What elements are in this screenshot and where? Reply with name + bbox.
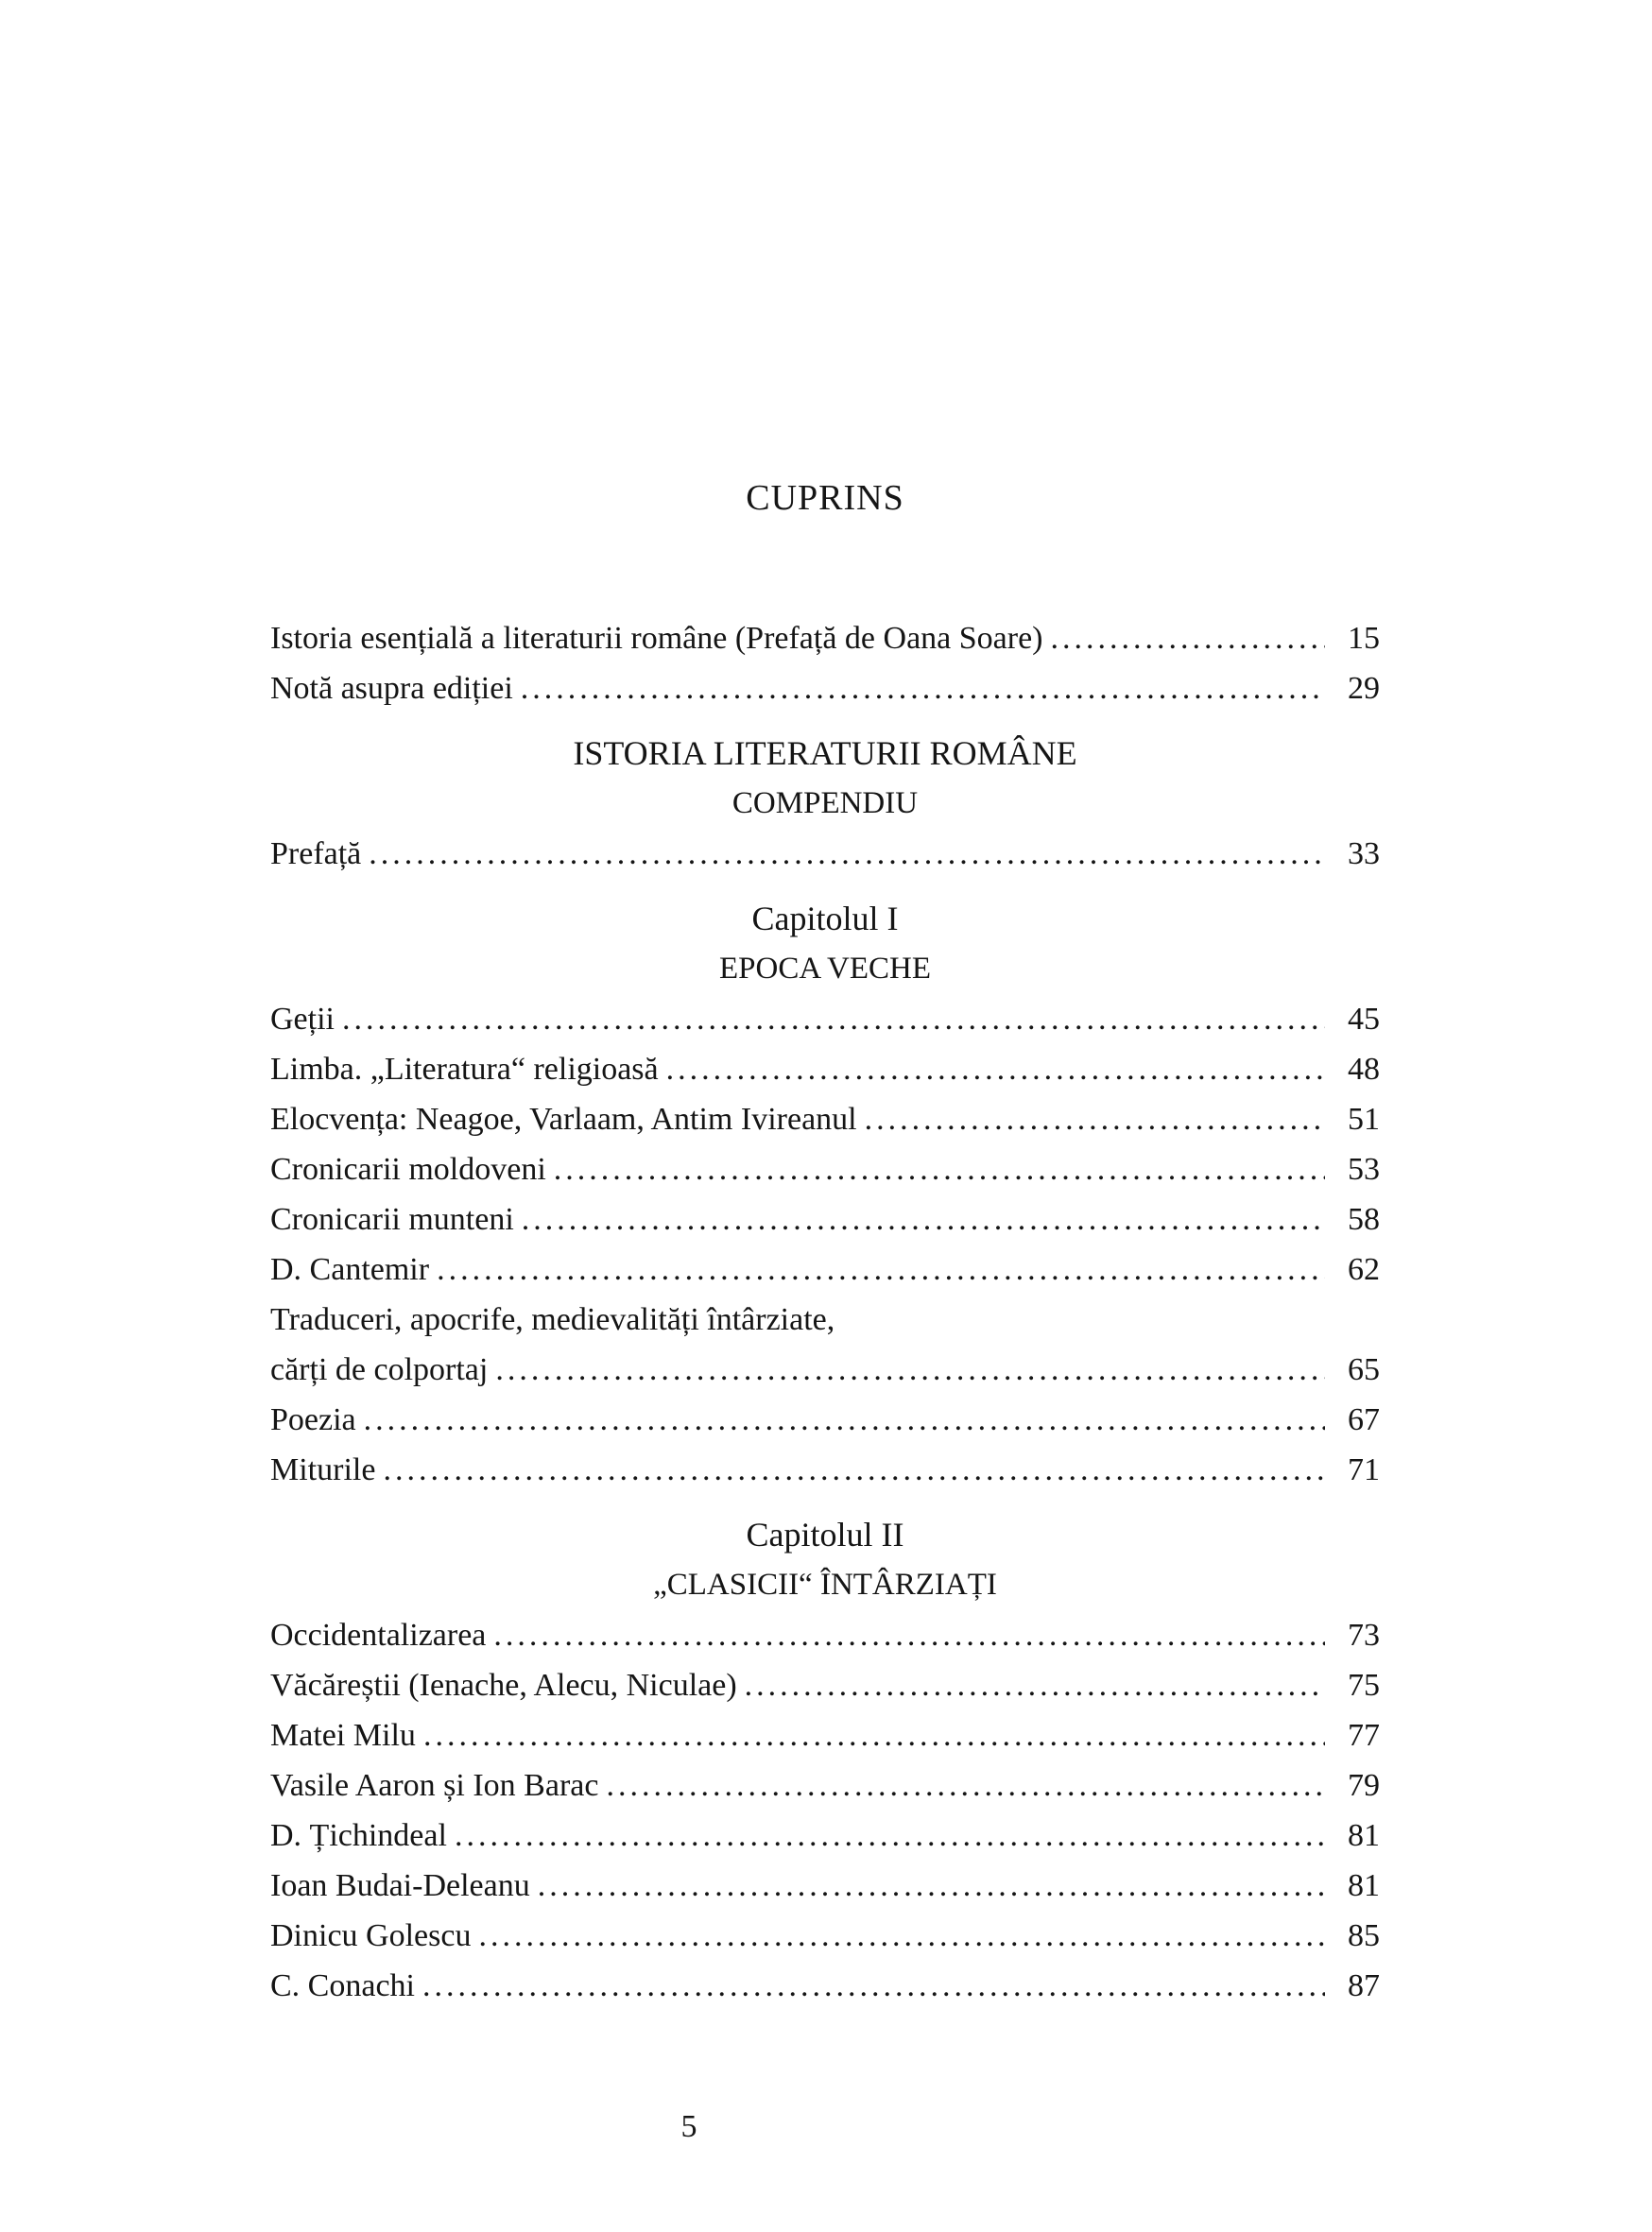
dot-leader-icon: [342, 994, 1325, 1044]
dot-leader-icon: [666, 1044, 1325, 1094]
toc-entry-title: D. Cantemir: [270, 1252, 430, 1287]
toc-subheading: „CLASICII“ ÎNTÂRZIAȚI: [653, 1568, 997, 1602]
toc-entry-line1: [270, 1295, 1380, 1345]
toc-entry-page: 58: [1348, 1202, 1380, 1237]
toc-entry-title: D. Țichindeal: [270, 1818, 447, 1853]
toc-entry-title: Matei Milu: [270, 1718, 416, 1753]
toc-entry: [270, 1144, 1380, 1194]
toc-title: CUPRINS: [746, 478, 904, 518]
toc-entry: [270, 1760, 1380, 1811]
dot-leader-icon: [364, 1395, 1325, 1445]
toc-entry-title: Traduceri, apocrife, medievalități întârziate,: [270, 1302, 835, 1337]
toc-entry-page: 67: [1348, 1402, 1380, 1437]
toc-entry-page: 62: [1348, 1252, 1380, 1287]
toc-entry: [270, 613, 1380, 663]
toc-entry-title: C. Conachi: [270, 1968, 415, 2003]
toc-entry-title: Geții: [270, 1002, 335, 1037]
toc-entry-title: cărți de colportaj: [270, 1352, 489, 1387]
toc-content: [270, 477, 1380, 2011]
toc-entry-page: 75: [1348, 1668, 1380, 1703]
toc-entry-page: 51: [1348, 1102, 1380, 1137]
toc-entry: [270, 1861, 1380, 1911]
toc-entry: [270, 994, 1380, 1044]
toc-entry-title: Poezia: [270, 1402, 356, 1437]
toc-entry: [270, 1710, 1380, 1760]
toc-entry-page: 53: [1348, 1152, 1380, 1187]
dot-leader-icon: [521, 663, 1325, 713]
dot-leader-icon: [383, 1445, 1325, 1495]
toc-entry-page: 65: [1348, 1352, 1380, 1387]
toc-entry-page: 77: [1348, 1718, 1380, 1753]
dot-leader-icon: [538, 1861, 1325, 1911]
toc-entry: [270, 1445, 1380, 1495]
dot-leader-icon: [554, 1144, 1325, 1194]
dot-leader-icon: [369, 829, 1325, 879]
toc-entry: [270, 1811, 1380, 1861]
toc-entry-title: Dinicu Golescu: [270, 1918, 472, 1953]
toc-entry-page: 71: [1348, 1452, 1380, 1487]
toc-entry-page: 73: [1348, 1618, 1380, 1653]
dot-leader-icon: [745, 1660, 1325, 1710]
toc-entry-page: 33: [1348, 836, 1380, 871]
toc-entry-title: Prefață: [270, 836, 362, 871]
toc-entry-page: 87: [1348, 1968, 1380, 2003]
toc-entry-page: 15: [1348, 621, 1380, 656]
toc-entry-page: 45: [1348, 1002, 1380, 1037]
toc-entry: [270, 1245, 1380, 1295]
dot-leader-icon: [455, 1811, 1325, 1861]
toc-heading: Capitolul I: [751, 900, 899, 937]
toc-entry: [270, 663, 1380, 713]
toc-entry-title: Occidentalizarea: [270, 1618, 487, 1653]
dot-leader-icon: [437, 1245, 1325, 1295]
toc-entry-page: 29: [1348, 671, 1380, 706]
toc-entry: [270, 1345, 1380, 1395]
toc-heading: ISTORIA LITERATURII ROMÂNE: [573, 734, 1077, 772]
toc-entry-page: 79: [1348, 1768, 1380, 1803]
dot-leader-icon: [865, 1094, 1325, 1144]
toc-entry: [270, 1911, 1380, 1961]
toc-entry-title: Cronicarii munteni: [270, 1202, 514, 1237]
toc-entry: [270, 1194, 1380, 1245]
dot-leader-icon: [606, 1760, 1325, 1811]
toc-entry-page: 81: [1348, 1868, 1380, 1903]
dot-leader-icon: [495, 1345, 1325, 1395]
toc-entry-title: Istoria esențială a literaturii române (Prefață de Oana Soare): [270, 621, 1043, 656]
toc-entry-page: 48: [1348, 1052, 1380, 1087]
dot-leader-icon: [522, 1194, 1325, 1245]
dot-leader-icon: [422, 1961, 1325, 2011]
toc-heading: Capitolul II: [746, 1516, 904, 1554]
page-number: 5: [680, 2109, 697, 2144]
toc-entry: [270, 1094, 1380, 1144]
toc-entry: [270, 1044, 1380, 1094]
toc-subheading: EPOCA VECHE: [718, 952, 931, 986]
dot-leader-icon: [1051, 613, 1326, 663]
toc-entry: [270, 829, 1380, 879]
toc-entry-title: Vasile Aaron și Ion Barac: [270, 1768, 599, 1803]
toc-entry: [270, 1961, 1380, 2011]
toc-subheading: COMPENDIU: [731, 786, 919, 820]
toc-entry-title: Limba. „Literatura“ religioasă: [270, 1052, 659, 1087]
dot-leader-icon: [493, 1610, 1325, 1660]
toc-entry-page: 81: [1348, 1818, 1380, 1853]
toc-entry-title: Văcăreștii (Ienache, Alecu, Niculae): [270, 1668, 737, 1703]
toc-entry-title: Cronicarii moldoveni: [270, 1152, 546, 1187]
toc-entry: [270, 1610, 1380, 1660]
toc-entry: [270, 1660, 1380, 1710]
toc-entry-title: Miturile: [270, 1452, 376, 1487]
toc-entry-title: Elocvența: Neagoe, Varlaam, Antim Ivireanul: [270, 1102, 857, 1137]
toc-entry-page: 85: [1348, 1918, 1380, 1953]
toc-entry: [270, 1395, 1380, 1445]
dot-leader-icon: [423, 1710, 1325, 1760]
toc-list: [270, 613, 1380, 2011]
toc-entry-title: Notă asupra ediției: [270, 671, 513, 706]
dot-leader-icon: [478, 1911, 1325, 1961]
toc-entry-title: Ioan Budai-Deleanu: [270, 1868, 530, 1903]
